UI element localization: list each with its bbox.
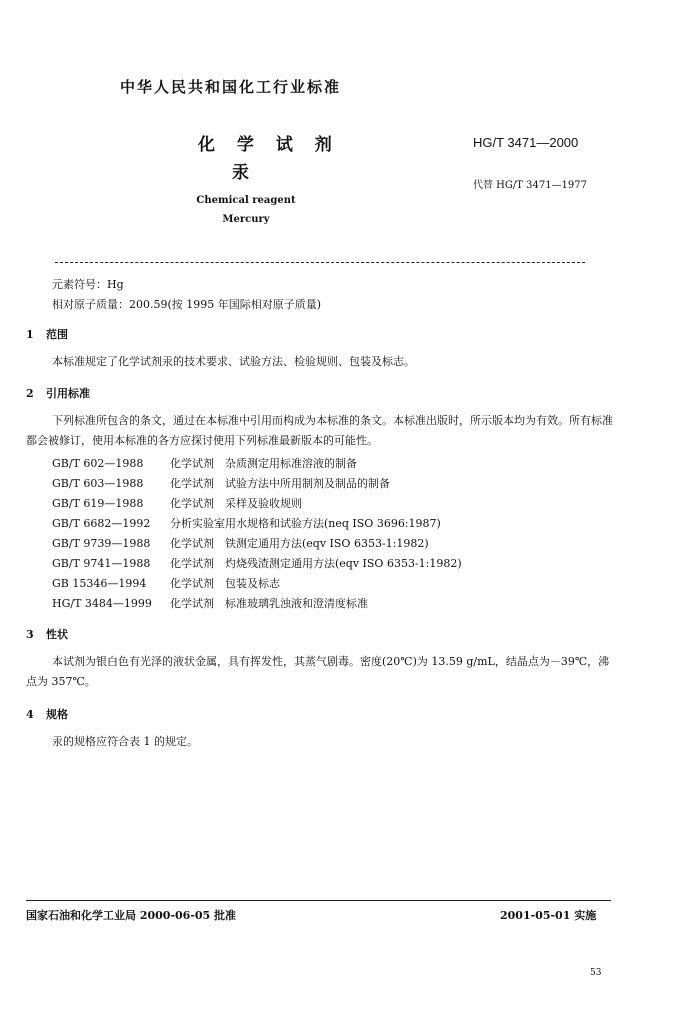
section-title: 引用标准 [46,387,90,400]
atomic-mass: 相对原子质量：200.59(按 1995 年国际相对原子质量) [52,298,322,311]
section-number: 3 [26,628,34,641]
section-title: 范围 [46,328,68,341]
ref-title: 化学试剂 标准玻璃乳浊液和澄清度标准 [170,597,368,610]
ref-code: GB/T 603—1988 [52,477,144,490]
reference-item [52,535,429,551]
section-2-paragraph [26,411,616,451]
title-cn-line2: 汞 [232,163,249,183]
page-number: 53 [590,968,602,978]
section-3-heading [26,626,68,642]
reference-item [52,555,462,571]
reference-item [52,475,390,491]
section-number: 4 [26,708,34,721]
section-3-paragraph [26,652,616,692]
ref-title: 化学试剂 灼烧残渣测定通用方法(eqv ISO 6353-1:1982) [170,557,462,570]
ref-code: GB/T 6682—1992 [52,517,151,530]
section-4-heading [26,706,68,722]
ref-code: GB/T 9739—1988 [52,537,151,550]
footer-divider [26,900,611,901]
paragraph-text: 汞的规格应符合表 1 的规定。 [52,735,198,748]
reference-item [52,595,368,611]
ref-title: 化学试剂 采样及验收规则 [170,497,302,510]
reference-item [52,575,280,591]
title-en-line1: Chemical reagent [196,195,296,206]
element-symbol: 元素符号：Hg [52,278,124,291]
section-2-heading [26,385,90,401]
standard-number: HG/T 3471—2000 [473,135,579,150]
ref-code: GB/T 9741—1988 [52,557,151,570]
approval-line: 国家石油和化学工业局 2000-06-05 批准 [26,909,237,922]
section-title: 规格 [46,708,68,721]
section-4-paragraph [26,732,616,752]
paragraph-text: 本试剂为银白色有光泽的液状金属，具有挥发性，其蒸气剧毒。密度(20℃)为 13.59 g/mL，结晶点为－39℃，沸点为 357℃。 [26,655,610,688]
section-number: 2 [26,387,34,400]
section-title: 性状 [46,628,68,641]
ref-title: 化学试剂 杂质测定用标准溶液的制备 [170,457,357,470]
reference-item [52,455,357,471]
title-en-line2: Mercury [222,214,270,225]
reference-item [52,495,302,511]
header-divider [55,262,585,263]
ref-title: 化学试剂 铁测定通用方法(eqv ISO 6353-1:1982) [170,537,429,550]
ref-code: GB/T 619—1988 [52,497,144,510]
org-title: 中华人民共和国化工行业标准 [120,78,342,96]
reference-item [52,515,441,531]
ref-title: 化学试剂 试验方法中所用制剂及制品的制备 [170,477,390,490]
ref-code: GB 15346—1994 [52,577,147,590]
ref-title: 化学试剂 包装及标志 [170,577,280,590]
ref-title: 分析实验室用水规格和试验方法(neq ISO 3696:1987) [170,517,441,530]
section-1-heading [26,326,68,342]
implementation-date: 2001-05-01 实施 [500,909,597,922]
paragraph-text: 本标准规定了化学试剂汞的技术要求、试验方法、检验规则、包装及标志。 [52,355,415,368]
title-cn-line1: 化 学 试 剂 [198,135,340,155]
ref-code: GB/T 602—1988 [52,457,144,470]
paragraph-text: 下列标准所包含的条文，通过在本标准中引用而构成为本标准的条文。本标准出版时，所示版本均为有效。所有标准都会被修订，使用本标准的各方应探讨使用下列标准最新版本的可能性。 [26,414,613,447]
replaces-standard: 代替 HG/T 3471—1977 [473,180,588,191]
section-1-paragraph [26,352,616,372]
ref-code: HG/T 3484—1999 [52,597,152,610]
section-number: 1 [26,328,34,341]
